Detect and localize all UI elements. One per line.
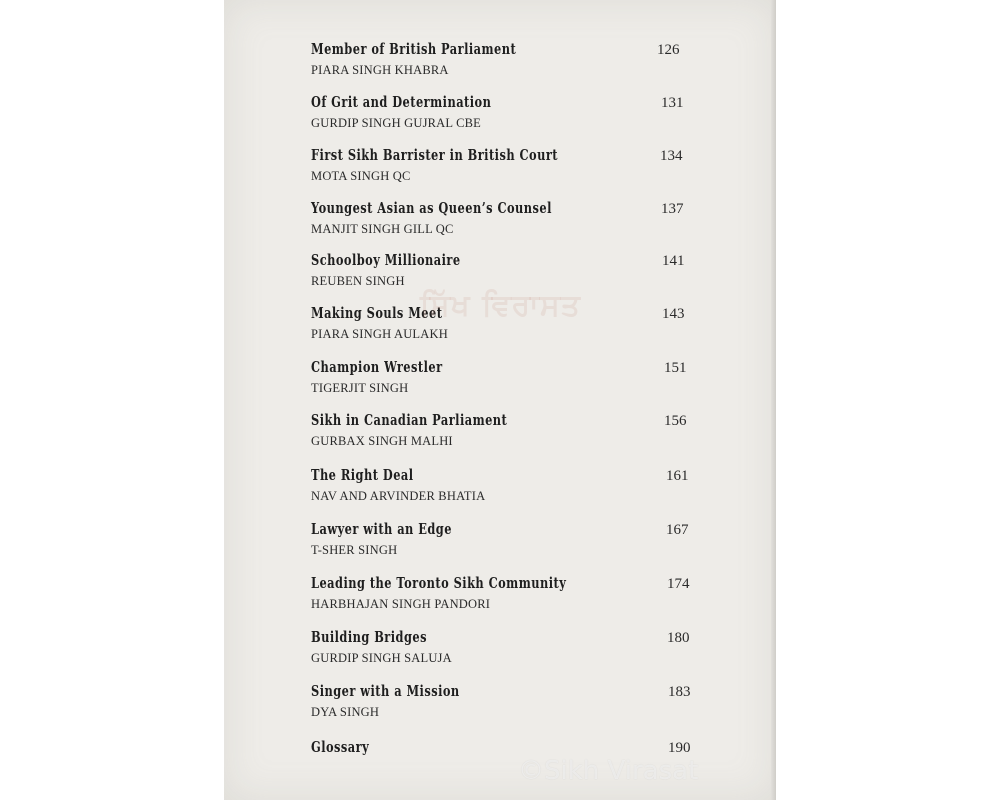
entry-title: Building Bridges [311, 628, 428, 646]
entry-page-number: 141 [662, 253, 685, 269]
entry-title: First Sikh Barrister in British Court [311, 146, 559, 164]
toc-entry [311, 93, 731, 147]
entry-page-number: 143 [662, 306, 685, 322]
entry-author: PIARA SINGH KHABRA [311, 63, 449, 77]
toc-entry [311, 40, 731, 94]
toc-entry [311, 466, 731, 520]
toc-entry [311, 520, 731, 574]
entry-page-number: 174 [667, 576, 690, 592]
toc-entry [311, 358, 731, 412]
book-page [224, 0, 776, 800]
entry-author: T-SHER SINGH [311, 543, 398, 557]
entry-author: DYA SINGH [311, 705, 380, 719]
entry-title: Lawyer with an Edge [311, 520, 452, 538]
entry-title: The Right Deal [311, 466, 414, 484]
entry-author: PIARA SINGH AULAKH [311, 327, 448, 341]
entry-title: Youngest Asian as Queen’s Counsel [311, 199, 552, 217]
entry-page-number: 190 [668, 740, 691, 756]
entry-title: Singer with a Mission [311, 682, 460, 700]
entry-page-number: 126 [657, 42, 680, 58]
entry-title: Making Souls Meet [311, 304, 443, 322]
copyright-watermark: ©Sikh Virasat [518, 756, 699, 786]
toc-entry [311, 682, 731, 736]
entry-page-number: 183 [668, 684, 691, 700]
entry-title: Sikh in Canadian Parliament [311, 411, 508, 429]
entry-page-number: 137 [661, 201, 684, 217]
toc-entry [311, 574, 731, 628]
toc-entry [311, 628, 731, 682]
entry-author: GURDIP SINGH SALUJA [311, 651, 452, 665]
entry-page-number: 180 [667, 630, 690, 646]
entry-page-number: 131 [661, 95, 684, 111]
entry-author: HARBHAJAN SINGH PANDORI [311, 597, 491, 611]
entry-author: MANJIT SINGH GILL QC [311, 222, 454, 236]
entry-title: Member of British Parliament [311, 40, 517, 58]
entry-author: TIGERJIT SINGH [311, 381, 409, 395]
toc-entry [311, 146, 731, 200]
entry-title: Schoolboy Millionaire [311, 251, 461, 269]
entry-title: Of Grit and Determination [311, 93, 492, 111]
entry-page-number: 134 [660, 148, 683, 164]
entry-page-number: 156 [664, 413, 687, 429]
entry-author: GURDIP SINGH GUJRAL CBE [311, 116, 482, 130]
entry-page-number: 151 [664, 360, 687, 376]
entry-author: GURBAX SINGH MALHI [311, 434, 453, 448]
entry-author: REUBEN SINGH [311, 274, 405, 288]
entry-title: Champion Wrestler [311, 358, 443, 376]
entry-page-number: 167 [666, 522, 689, 538]
gurmukhi-watermark: ਸਿੱਖ ਵਿਰਾਸਤ [420, 288, 581, 323]
toc-entry [311, 199, 731, 253]
entry-page-number: 161 [666, 468, 689, 484]
entry-title: Leading the Toronto Sikh Community [311, 574, 567, 592]
entry-author: MOTA SINGH QC [311, 169, 411, 183]
entry-title: Glossary [311, 738, 370, 756]
entry-author: NAV AND ARVINDER BHATIA [311, 489, 486, 503]
toc-entry [311, 411, 731, 465]
